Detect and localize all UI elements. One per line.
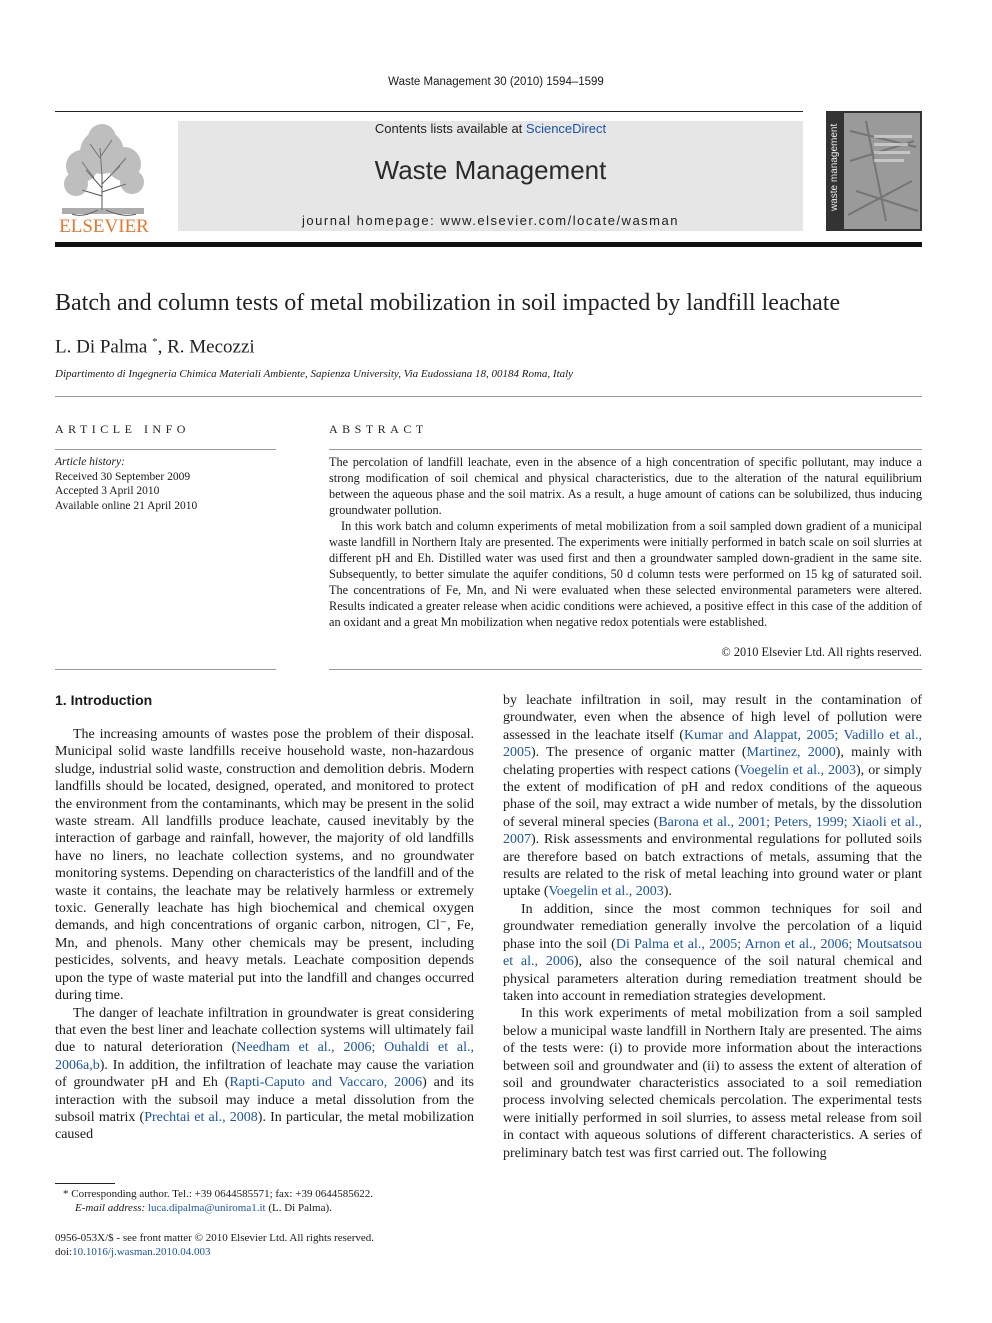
divider — [55, 449, 276, 450]
abstract-heading: ABSTRACT — [329, 422, 428, 436]
citation-link[interactable]: Needham et al., 2006; Ouhaldi et al., 2006a,b — [55, 1040, 474, 1073]
journal-homepage[interactable]: journal homepage: www.elsevier.com/locate/wasman — [302, 213, 679, 228]
email-link[interactable]: luca.dipalma@uniroma1.it — [147, 1202, 266, 1214]
cover-title: waste management — [829, 123, 840, 211]
author-name[interactable]: R. Mecozzi — [167, 336, 255, 358]
doi-link[interactable]: 10.1016/j.wasman.2010.04.003 — [72, 1246, 211, 1258]
abstract-body — [329, 454, 922, 630]
divider — [55, 396, 922, 397]
abstract-paragraph: In this work batch and column experiments of metal mobilization from a soil sampled down gradient of a municipal waste landfill in Northern Italy are presented. The experiments were initially performed in batch scale on soil slurries at different pH and Eh. Distilled water was used first and then a groundwater sampled down-gradient in the same site. Subsequently, to better simulate the aquifer conditions, 50 d column tests were performed on 15 kg of saturated soil. The concentrations of Fe, Mn, and Ni were evaluated when these selected environmental parameters were altered. Results indicated a greater release when acidic conditions were achieved, a positive effect in this case of the addition of an oxidant and a great Mn mobilization when negative redox potentials were established. — [329, 519, 922, 629]
elsevier-wordmark: ELSEVIER — [59, 216, 149, 236]
corresponding-author-note: * Corresponding author. Tel.: +39 0644585571; fax: +39 0644585622. — [63, 1188, 373, 1200]
author-list — [55, 336, 255, 358]
email-line: E-mail address: luca.dipalma@uniroma1.it (L. Di Palma). — [75, 1202, 332, 1214]
article-title: Batch and column tests of metal mobilization in soil impacted by landfill leachate — [55, 290, 841, 316]
journal-banner — [178, 121, 803, 231]
journal-cover — [826, 111, 922, 231]
citation-link[interactable]: Martinez, 2000 — [746, 745, 836, 761]
abstract-paragraph: The percolation of landfill leachate, even in the absence of a high concentration of specific pollutant, may induce a strong modification of soil chemical and physical characteristics, due to the alteration of the natural equilibrium between the aqueous phase and the soil matrix. As a result, a huge amount of cations can be solubilized, thus inducing groundwater pollution. — [329, 455, 922, 517]
author-separator: , — [157, 336, 168, 358]
divider — [329, 449, 922, 450]
divider — [329, 669, 922, 670]
journal-title: Waste Management — [374, 155, 607, 185]
section-heading: 1. Introduction — [55, 692, 153, 708]
elsevier-logo — [52, 118, 156, 236]
body-column-left — [55, 726, 474, 1144]
contents-prefix: Contents lists available at — [374, 121, 526, 136]
body-paragraph: In this work experiments of metal mobilization from a soil sampled below a municipal waste landfill in Northern Italy are presented. The aims of the tests were: (i) to provide more information about the interactions between soil and groundwater and (ii) to assess the extent of alteration of soil and groundwater characteristics associated to a soil remediation process involving selected chemicals percolation. The experimental tests were initially performed in soil slurries, to assess metal release from soil in contact with aqueous solutions of different characteristics. A series of preliminary batch test was first carried out. The following — [503, 1006, 922, 1161]
contents-line — [178, 121, 803, 136]
doi-line: doi:10.1016/j.wasman.2010.04.003 — [55, 1246, 211, 1258]
citation-link[interactable]: Di Palma et al., 2005; Arnon et al., 2006; Moutsatsou et al., 2006 — [503, 936, 922, 970]
journal-cover-thumbnail-icon — [826, 111, 922, 231]
divider — [55, 669, 276, 670]
body-column-right — [503, 692, 922, 1162]
issn-line: 0956-053X/$ - see front matter © 2010 Elsevier Ltd. All rights reserved. — [55, 1232, 375, 1244]
citation-link[interactable]: Prechtai et al., 2008 — [144, 1109, 258, 1125]
author-name[interactable]: L. Di Palma — [55, 336, 148, 358]
elsevier-tree-logo-icon — [52, 118, 156, 236]
citation-link[interactable]: Kumar and Alappat, 2005; Vadillo et al., 2005 — [503, 727, 922, 761]
affiliation: Dipartimento di Ingegneria Chimica Materiali Ambiente, Sapienza University, Via Eudossiana 18, 00184 Roma, Italy — [55, 368, 574, 380]
front-matter-meta — [55, 1231, 475, 1259]
sciencedirect-link[interactable]: ScienceDirect — [525, 121, 607, 136]
body-paragraph: The increasing amounts of wastes pose the problem of their disposal. Municipal solid waste landfills receive household waste, non-hazardous sludge, industrial solid waste, construction and demolition debris. Modern landfills should be located, designed, operated, and monitored to protect the environment from the contaminants, which may be present in the solid waste stream. All landfills produce leachate, caused inevitably by the interaction of garbage and rainfall, however, the majority of old landfills have no liners, no leachate collection systems, and no groundwater monitoring systems. Depending on characteristics of the landfill and of the waste it contains, the leachate may be relatively harmless or extremely toxic. Generally leachate has high biochemical and chemical oxygen demands, and high concentrations of organic carbon, nitrogen, Cl⁻, Fe, Mn, and phenols. Many other chemicals may be present, including pesticides, solvents, and heavy metals. Leachate composition depends upon the type of waste material put into the landfill and changes occurred during time. — [55, 727, 474, 1004]
citation-link[interactable]: Barona et al., 2001; Peters, 1999; Xiaoli et al., 2007 — [503, 814, 922, 848]
citation-link[interactable]: Voegelin et al., 2003 — [739, 762, 857, 778]
body-paragraph: The danger of leachate infiltration in groundwater is great considering that even the best liner and leachate collection systems will ultimately fail due to natural deterioration (Needham et al., 2006; Ouhaldi et al., 2006a,b). In addition, the infiltration of leachate may cause the variation of groundwater pH and Eh (Rapti-Caputo and Vaccaro, 2006) and its interaction with the subsoil may induce a metal dissolution from the subsoil matrix (Prechtai et al., 2008). In particular, the metal mobilization caused — [55, 1005, 475, 1143]
journal-citation: Waste Management 30 (2010) 1594–1599 — [388, 76, 604, 88]
corresponding-mark[interactable]: * — [152, 336, 158, 348]
history-label: Article history: — [55, 456, 125, 468]
online-date: Available online 21 April 2010 — [55, 499, 198, 512]
article-history — [55, 455, 276, 513]
citation-link[interactable]: Rapti-Caputo and Vaccaro, 2006 — [229, 1075, 423, 1091]
accepted-date: Accepted 3 April 2010 — [55, 485, 160, 497]
header-rule — [55, 111, 803, 112]
received-date: Received 30 September 2009 — [55, 470, 191, 483]
body-paragraph: by leachate infiltration in soil, may result in the contamination of groundwater, even when the absence of high level of pollution were assessed in the leachate itself (Kumar and Alappat, 2005; Vadillo et al., 2005). The presence of organic matter (Martinez, 2000), mainly with chelating properties with respect cations (Voegelin et al., 2003), or simply the extent of modification of pH and redox conditions of the aqueous phase of the soil, may extract a wide number of metals, by the dissolution of several mineral species (Barona et al., 2001; Peters, 1999; Xiaoli et al., 2007). Risk assessments and environmental regulations for polluted soils are therefore based on batch extractions of metals, assuming that the results are related to the risk of metal leaching into ground water or plant uptake (Voegelin et al., 2003). — [503, 693, 923, 900]
header-thick-rule — [55, 242, 922, 247]
copyright: © 2010 Elsevier Ltd. All rights reserved. — [721, 645, 922, 659]
footnote-rule — [55, 1183, 115, 1184]
citation-link[interactable]: Voegelin et al., 2003 — [548, 884, 664, 900]
body-paragraph: In addition, since the most common techniques for soil and groundwater remediation generally involve the percolation of a liquid phase into the soil (Di Palma et al., 2005; Arnon et al., 2006; Moutsatsou et al., 2006), also the consequence of the soil natural chemical and physical parameters alteration during remediation treatment should be taken into account in remediation strategies development. — [503, 901, 922, 1004]
article-info-heading: ARTICLE INFO — [55, 422, 190, 436]
footnote — [55, 1187, 475, 1215]
